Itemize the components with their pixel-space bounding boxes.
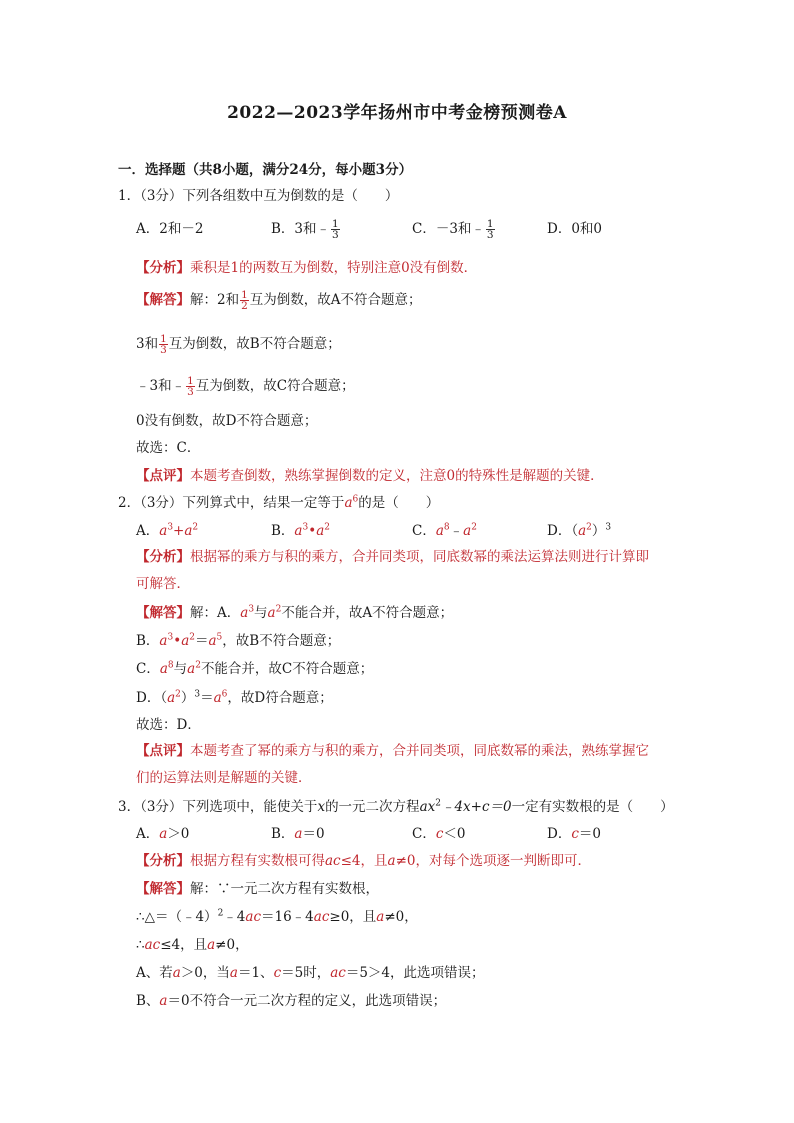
- fraction: $\frac{1}{3}$: [486, 218, 494, 241]
- q1-option-c: C．－3和﹣ $\frac{1}{3}$: [412, 218, 494, 241]
- q2-option-a: A．$a^3+a^2$: [136, 522, 199, 539]
- q3-analysis: 【分析】根据方程有实数根可得ac≤4，且a≠0，对每个选项逐一判断即可．: [136, 853, 591, 869]
- q3-options: [0, 823, 794, 845]
- q2-analysis-1: 【分析】根据幂的乘方与积的乘方，合并同类项，同底数幂的乘法运算法则进行计算即: [136, 549, 649, 565]
- fraction: $\frac{1}{3}$: [160, 333, 167, 356]
- q1-comment: 【点评】本题考查倒数，熟练掌握倒数的定义，注意0的特殊性是解题的关键．: [136, 468, 604, 484]
- q1-options: [0, 218, 794, 240]
- q1-solution-3: ﹣3和﹣ $\frac{1}{3}$ 互为倒数，故C符合题意；: [136, 375, 355, 398]
- q3-solution-1: 【解答】解：∵一元二次方程有实数根，: [136, 881, 379, 897]
- q2-stem: 2．（3分）下列算式中，结果一定等于$a^6$的是（ ）: [118, 494, 440, 511]
- q3-solution-5: B、a＝0不符合一元二次方程的定义，此选项错误；: [136, 993, 447, 1009]
- q3-solution-3: ∴ac≤4，且a≠0，: [136, 937, 249, 953]
- q2-option-d: D．$(a^2)^3$: [547, 522, 612, 539]
- q2-comment-2: 们的运算法则是解题的关键．: [136, 770, 312, 786]
- q1-option-d: D．0和0: [547, 221, 603, 237]
- q1-option-b: B．3和﹣ $\frac{1}{3}$: [271, 218, 339, 241]
- q2-option-c: C．$a^8﹣a^2$: [412, 522, 477, 539]
- q1-choice: 故选：C．: [136, 440, 201, 456]
- q1-solution-2: 3和 $\frac{1}{3}$ 互为倒数，故B不符合题意；: [136, 333, 341, 356]
- q2-comment-1: 【点评】本题考查了幂的乘方与积的乘方，合并同类项，同底数幂的乘法，熟练掌握它: [136, 743, 649, 759]
- q1-stem: 1．（3分）下列各组数中互为倒数的是（ ）: [118, 188, 399, 204]
- fraction: $\frac{1}{2}$: [241, 289, 248, 312]
- q2-solution-c: C．$a^8$与$a^2$不能合并，故C不符合题意；: [136, 660, 374, 677]
- q1-solution-4: 0没有倒数，故D不符合题意；: [136, 413, 318, 429]
- q3-solution-4: A、若a＞0，当a＝1、c＝5时，ac＝5＞4，此选项错误；: [136, 965, 485, 981]
- q3-option-a: A．a＞0: [136, 826, 190, 842]
- q1-analysis: 【分析】乘积是1的两数互为倒数，特别注意0没有倒数．: [136, 260, 478, 276]
- q2-solution-b: B．$a^3•a^2=a^5$，故B不符合题意；: [136, 632, 341, 649]
- page-title: 2022—2023学年扬州市中考金榜预测卷A: [227, 103, 567, 123]
- q3-option-d: D．c＝0: [547, 826, 601, 842]
- q2-option-b: B．$a^3•a^2$: [271, 522, 330, 539]
- fraction: $\frac{1}{3}$: [332, 218, 339, 241]
- q2-analysis-2: 可解答．: [136, 576, 190, 592]
- q3-option-b: B．a＝0: [271, 826, 325, 842]
- q1-option-a: A．2和－2: [136, 221, 204, 237]
- q2-solution-a: 【解答】解：A．$a^3$与$a^2$不能合并，故A不符合题意；: [136, 604, 454, 621]
- section-heading: 一．选择题（共8小题，满分24分，每小题3分）: [118, 162, 413, 178]
- fraction: $\frac{1}{3}$: [187, 375, 194, 398]
- q3-stem: 3．（3分）下列选项中，能使关于x的一元二次方程$ax^2﹣4x+c=0$一定有实数根的是（ ）: [118, 798, 674, 815]
- q3-solution-2: ∴△＝（﹣4）$^2$﹣4ac＝16﹣4ac≥0，且a≠0，: [136, 908, 418, 925]
- q3-option-c: C．c＜0: [412, 826, 466, 842]
- q2-choice: 故选：D．: [136, 717, 201, 733]
- q1-solution-1: 【解答】解：2和 $\frac{1}{2}$ 互为倒数，故A不符合题意；: [136, 289, 422, 312]
- q2-solution-d: D．$(a^2)^3=a^6$，故D符合题意；: [136, 689, 333, 706]
- q2-options: [0, 520, 794, 542]
